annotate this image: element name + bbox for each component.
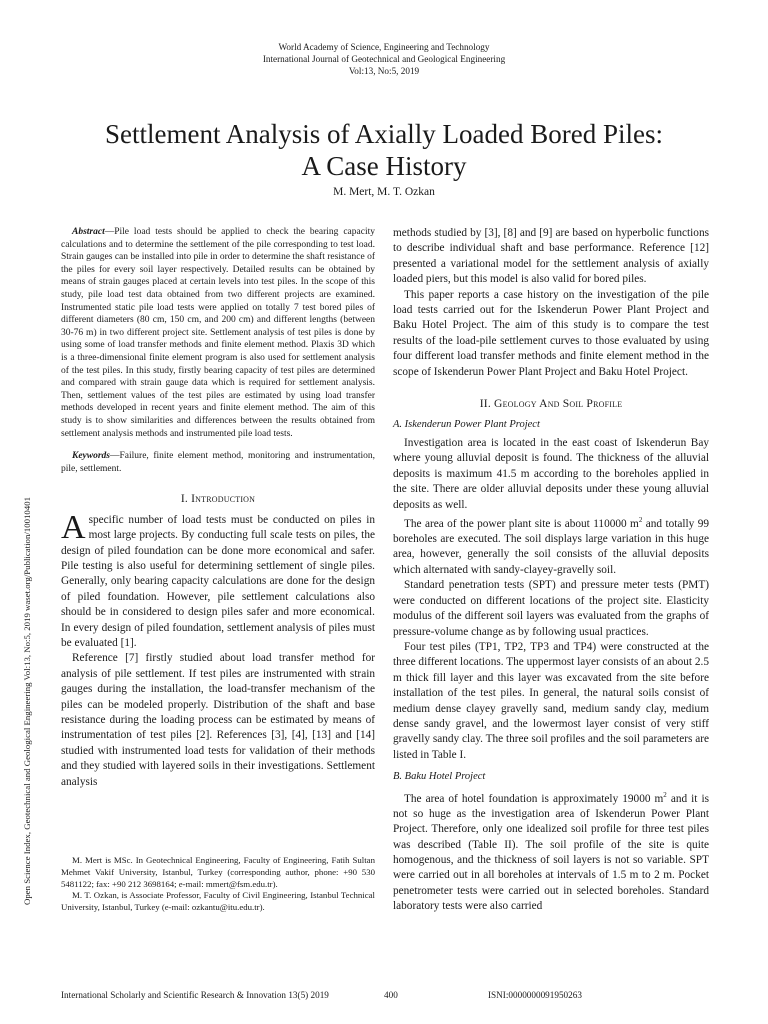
abstract: [61, 226, 375, 440]
right-paragraph-2: This paper reports a case history on the investigation of the pile load tests carried out for the Iskenderun Power Plant Project and Baku Hotel Project. The aim of this study is to compare the test results of the load-pile settlement curves to those evaluated by using four different load transfer methods and finite element method in the scope of Iskenderun Power Plant Project and Baku Hotel Project.: [393, 288, 709, 378]
header-journal: International Journal of Geotechnical and Geological Engineering: [262, 54, 506, 64]
keywords-text: —Failure, finite element method, monitoring and instrumentation, pile, settlement.: [61, 451, 375, 474]
header-publisher: World Academy of Science, Engineering and Technology: [278, 42, 490, 52]
iskenderun-paragraph-2: The area of the power plant site is about 110000 $m^2$ and totally 99 boreholes are executed. The soil displays large variation in this huge area, however, generally the soil consists of the alluvial deposits which alternated with sandy-clayey-gravelly soil.: [393, 515, 709, 576]
abstract-text: —Pile load tests should be applied to check the bearing capacity calculations and to determine the settlement of the pile corresponding to test load. Strain gauges can be installed into pile in order to determine the shaft resistance of the piles for every soil layer respectively. Detailed results can be obtained by means of strain gauges placed at certain levels into test piles. In the scope of this study, pile load test data obtained from two different projects are examined. Instrumented static pile load tests were applied on totally 7 test bored piles of different diameters (80 cm, 150 cm, and 200 cm) and different lengths (between 30-76 m) in two different project site. Settlement analysis of test piles is done by using some of load transfer methods and finite element method. Plaxis 3D which is a three-dimensional finite element program is also used for settlement analysis of the test piles. In this study, firstly bearing capacity of test piles are determined and compared with strain gauge data which is required for settlement analysis. Then, settlement values of the test piles are estimated by using load transfer methods developed in recent years and finite element method. The aim of this study is to show similarities and differences between the results obtained from settlement analysis methods and instrumented pile load tests.: [61, 227, 375, 439]
open-science-index-sideband: Open Science Index, Geotechnical and Geological Engineering Vol:13, No:5, 2019 waset.org/Publication/10010401: [22, 497, 32, 905]
subsection-heading-baku: B. Baku Hotel Project: [393, 771, 486, 783]
paper-title-line1: Settlement Analysis of Axially Loaded Bored Piles:: [105, 119, 663, 149]
footnote-author-1: M. Mert is MSc. In Geotechnical Engineering, Faculty of Engineering, Fatih Sultan Mehmet Vakif University, Istanbul, Turkey (corresponding author, phone: +90 530 5481122; fax: +90 212 3698164; e-mail: mmert@fsm.edu.tr).: [61, 855, 375, 889]
right-column: [393, 226, 709, 915]
baku-paragraph-1: The area of hotel foundation is approximately 19000 $m^2$ and it is not so huge as the investigation area of Iskenderun Power Plant Project. Therefore, only one idealized soil profile for three test piles was described (Table II). The soil profile of the site is quite homogenous, and the thickness of soil layers is not so variable. SPT were carried out in all boreholes at intervals of 1.5 m to 2 m. Pocket penetrometer tests were carried out in selected boreholes. Standard laboratory tests were also carried: [393, 790, 709, 913]
footer-publisher: International Scholarly and Scientific Research & Innovation 13(5) 2019: [61, 990, 329, 1000]
iskenderun-paragraph-4: Four test piles (TP1, TP2, TP3 and TP4) were constructed at the three different locations. The uppermost layer consists of an about 2.5 m thick fill layer and this layer was excavated from the site before installation of the test piles. In general, the natural soils consist of medium dense clayey gravelly sand, medium sandy clay, medium dense sandy gravel, and the lowermost layer consist of very stiff gravelly sandy clay. The three soil profiles and the soil parameters are listed in Table I.: [393, 640, 709, 761]
footnote-author-2: M. T. Ozkan, is Associate Professor, Faculty of Civil Engineering, Istanbul Technical University, Istanbul, Turkey (e-mail: ozkantu@itu.edu.tr).: [61, 890, 375, 913]
drop-cap: A: [61, 508, 86, 546]
author-footnotes: [61, 855, 375, 914]
iskenderun-paragraph-1: Investigation area is located in the east coast of Iskenderun Bay where young alluvial deposit is found. The thickness of the alluvial deposits is maximum 41.5 m according to the boreholes applied in the site. There are older alluvial deposits under these young alluvial deposits as well.: [393, 436, 709, 511]
paper-title: [40, 118, 728, 182]
intro-paragraph-1: A specific number of load tests must be conducted on piles in most large projects. By conducting full scale tests on piles, the design of piled foundation can be done more economical and safer. Pile testing is also useful for determining settlement of single piles. Generally, only bearing capacity calculations are done for the design of piled foundation. However, pile settlement calculations also should be in considered to design piles safer and more economical. In every design of piled foundation, settlement analysis of piles must be evaluated [1].: [61, 508, 375, 649]
subsection-heading-iskenderun: A. Iskenderun Power Plant Project: [393, 419, 540, 431]
left-column: [61, 226, 375, 790]
abstract-label: Abstract: [72, 227, 105, 237]
journal-header: [0, 41, 768, 77]
iskenderun-paragraph-3: Standard penetration tests (SPT) and pressure meter tests (PMT) were conducted on different locations of the project site. Elasticity modulus of the different soil layers was evaluated from the graphs of pressure-volume change as by following usual practices.: [393, 579, 709, 638]
intro-paragraph-2: Reference [7] firstly studied about load transfer method for analysis of pile settlement. If test piles are instrumented with strain gauges during the installation, the load-transfer mechanism of the piles can be modeled properly. Distribution of the shaft and base resistance during the loading process can be estimated by means of instrumentation of test piles [2]. References [3], [4], [13] and [14] studied with instrumented load tests for validation of their methods and they studied with layered soils in their investigations. Settlement analysis: [61, 652, 375, 788]
author-list: M. Mert, M. T. Ozkan: [333, 186, 435, 198]
section-heading-introduction: I. Introduction: [180, 492, 256, 506]
right-paragraph-1: methods studied by [3], [8] and [9] are based on hyperbolic functions to describe individual shaft and base performance. Reference [12] presented a variational model for the settlement analysis of axially loaded piers, but this model is also valid for bored piles.: [393, 227, 709, 286]
section-heading-geology: II. Geology And Soil Profile: [479, 397, 623, 411]
header-volume: Vol:13, No:5, 2019: [348, 66, 420, 76]
footer-isni: ISNI:0000000091950263: [488, 990, 582, 1000]
paper-title-line2: A Case History: [301, 151, 467, 181]
footer-page-number: 400: [384, 990, 398, 1000]
keywords-label: Keywords: [72, 451, 110, 462]
keywords: [61, 450, 375, 475]
